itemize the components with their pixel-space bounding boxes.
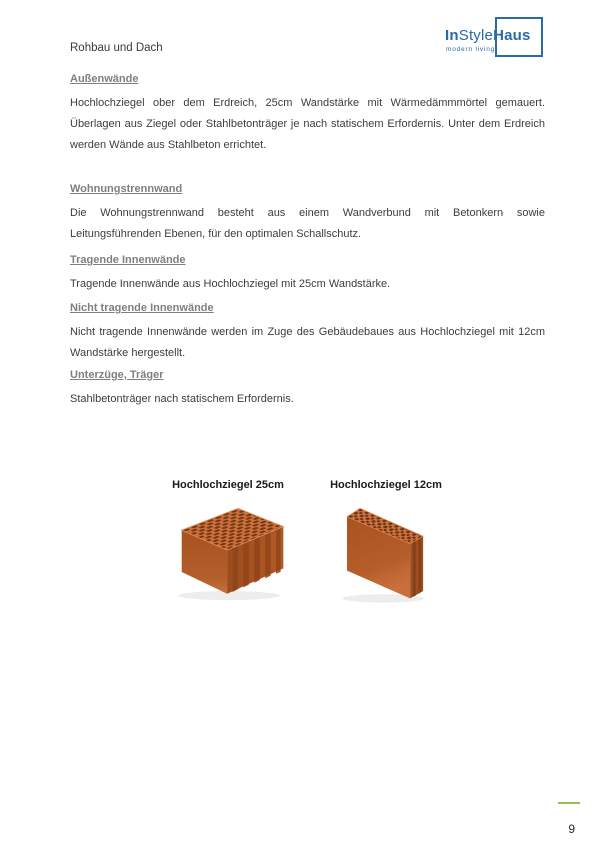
section-nicht-tragende-innenwaende	[70, 301, 545, 364]
figure-caption: Hochlochziegel 25cm	[172, 479, 284, 491]
section-body: Stahlbetonträger nach statischem Erfordernis.	[70, 393, 294, 405]
section-aussenwaende	[70, 72, 545, 156]
section-heading: Wohnungstrennwand	[70, 183, 183, 195]
text-content	[70, 72, 545, 410]
logo-wordmark	[445, 27, 531, 44]
page-footer	[536, 802, 580, 836]
page-header-title: Rohbau und Dach	[70, 42, 163, 54]
page-number: 9	[568, 822, 575, 836]
logo-tagline: modern living	[446, 46, 496, 53]
section-heading: Nicht tragende Innenwände	[70, 302, 214, 314]
figure-hochlochziegel-12cm	[316, 478, 456, 609]
logo-part-style: Style	[458, 27, 494, 44]
section-heading: Außenwände	[70, 73, 139, 85]
section-heading: Tragende Innenwände	[70, 254, 186, 266]
logo-part-in: In	[445, 27, 459, 44]
company-logo	[445, 16, 545, 62]
section-heading: Unterzüge, Träger	[70, 369, 164, 381]
brick-12cm-image	[334, 500, 438, 604]
logo-part-haus: Haus	[493, 27, 531, 44]
section-tragende-innenwaende	[70, 253, 545, 295]
section-body: Nicht tragende Innenwände werden im Zuge des Gebäudebaues aus Hochlochziegel mit 12cm Wandstärke hergestellt.	[70, 326, 545, 359]
section-wohnungstrennwand	[70, 182, 545, 245]
section-body: Hochlochziegel ober dem Erdreich, 25cm Wandstärke mit Wärmedämmmörtel gemauert. Überlagen aus Ziegel oder Stahlbetonträger je nach statischem Erfordernis. Unter dem Erdreich werden Wände aus Stahlbeton errichtet.	[70, 97, 545, 151]
footer-accent-rule	[558, 802, 580, 804]
section-unterzuege-traeger	[70, 368, 545, 410]
section-body: Tragende Innenwände aus Hochlochziegel mit 25cm Wandstärke.	[70, 278, 391, 290]
brick-25cm-image	[169, 500, 287, 604]
figure-caption: Hochlochziegel 12cm	[330, 479, 442, 491]
figure-hochlochziegel-25cm	[158, 478, 298, 609]
section-body: Die Wohnungstrennwand besteht aus einem Wandverbund mit Betonkern sowie Leitungsführenden Ebenen, für den optimalen Schallschutz.	[70, 207, 545, 240]
